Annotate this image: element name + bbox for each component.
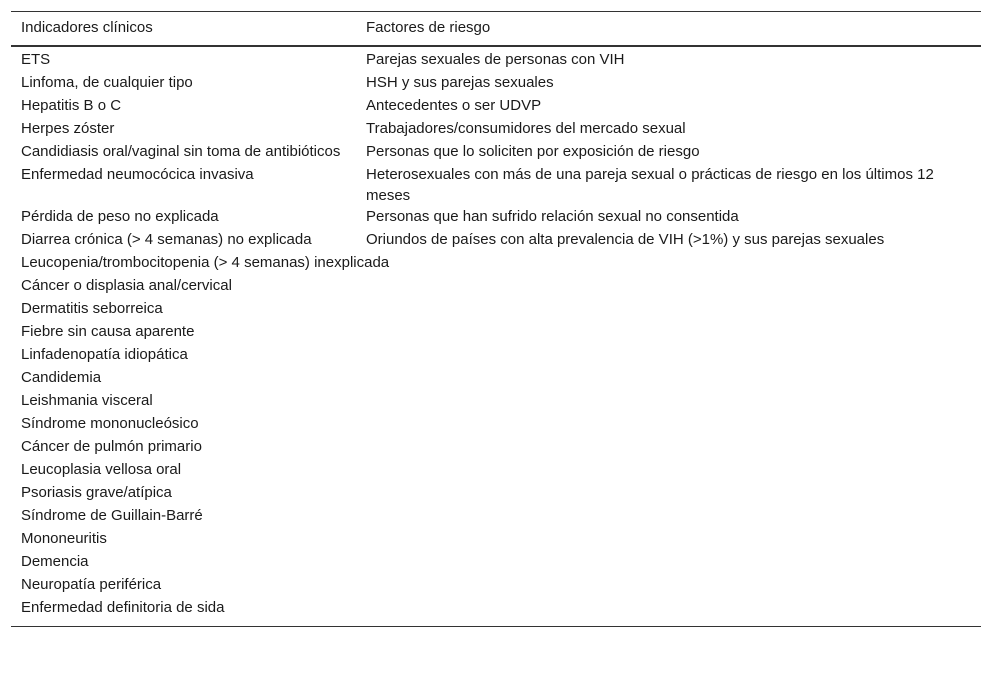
risk-factor-cell bbox=[356, 413, 981, 436]
table-container bbox=[11, 11, 981, 627]
table-row bbox=[11, 252, 981, 275]
clinical-indicator-cell: Leucopenia/trombocitopenia (> 4 semanas) inexplicada bbox=[21, 254, 390, 271]
clinical-indicator-cell: Hepatitis B o C bbox=[21, 97, 122, 114]
risk-factor-cell: Parejas sexuales de personas con VIH bbox=[366, 51, 625, 68]
risk-factor-cell bbox=[356, 436, 981, 459]
table-row bbox=[11, 164, 981, 206]
risk-factor-cell: HSH y sus parejas sexuales bbox=[366, 74, 554, 91]
risk-factor-cell bbox=[356, 298, 981, 321]
header-risk-factors: Factores de riesgo bbox=[356, 12, 981, 47]
clinical-indicator-cell: Enfermedad definitoria de sida bbox=[11, 597, 356, 627]
clinical-indicator-cell: Cáncer de pulmón primario bbox=[21, 438, 202, 455]
table-row bbox=[11, 459, 981, 482]
risk-factor-cell: Oriundos de países con alta prevalencia de VIH (>1%) y sus parejas sexuales bbox=[366, 231, 885, 248]
clinical-indicator-cell: Demencia bbox=[21, 553, 89, 570]
risk-factor-cell bbox=[356, 275, 981, 298]
table-row bbox=[11, 436, 981, 459]
table-row bbox=[11, 141, 981, 164]
clinical-indicator-cell: Linfadenopatía idiopática bbox=[21, 346, 188, 363]
risk-factor-cell bbox=[356, 551, 981, 574]
clinical-indicator-cell: Síndrome mononucleósico bbox=[21, 415, 199, 432]
risk-factor-cell bbox=[356, 252, 981, 275]
header-clinical-indicators: Indicadores clínicos bbox=[11, 12, 356, 47]
clinical-indicator-cell: Psoriasis grave/atípica bbox=[21, 484, 172, 501]
risk-factor-cell bbox=[356, 321, 981, 344]
clinical-indicator-cell: Fiebre sin causa aparente bbox=[21, 323, 195, 340]
risk-factor-cell bbox=[356, 528, 981, 551]
table-row bbox=[11, 344, 981, 367]
clinical-indicator-cell: Linfoma, de cualquier tipo bbox=[21, 74, 193, 91]
table-row bbox=[11, 46, 981, 72]
table-row bbox=[11, 229, 981, 252]
clinical-indicator-cell: Leishmania visceral bbox=[21, 392, 153, 409]
table-row bbox=[11, 367, 981, 390]
clinical-indicator-cell: Herpes zóster bbox=[21, 120, 115, 137]
clinical-indicator-cell: Dermatitis seborreica bbox=[21, 300, 163, 317]
risk-factor-cell bbox=[356, 505, 981, 528]
table-row bbox=[11, 72, 981, 95]
risk-factor-cell bbox=[356, 390, 981, 413]
risk-factor-cell: Personas que han sufrido relación sexual no consentida bbox=[366, 208, 739, 225]
table-row bbox=[11, 413, 981, 436]
clinical-indicators-table bbox=[11, 11, 981, 627]
risk-factor-cell bbox=[356, 344, 981, 367]
clinical-indicator-cell: Neuropatía periférica bbox=[21, 576, 162, 593]
table-row bbox=[11, 597, 981, 627]
table-row bbox=[11, 482, 981, 505]
table-row bbox=[11, 118, 981, 141]
risk-factor-cell: Antecedentes o ser UDVP bbox=[366, 97, 542, 114]
risk-factor-cell bbox=[356, 459, 981, 482]
risk-factor-cell: Personas que lo soliciten por exposición de riesgo bbox=[366, 143, 700, 160]
table-row bbox=[11, 321, 981, 344]
clinical-indicator-cell: Candidemia bbox=[21, 369, 102, 386]
clinical-indicator-cell: Diarrea crónica (> 4 semanas) no explicada bbox=[21, 231, 312, 248]
table-row bbox=[11, 298, 981, 321]
risk-factor-cell: Trabajadores/consumidores del mercado sexual bbox=[366, 120, 686, 137]
clinical-indicator-cell: Enfermedad neumocócica invasiva bbox=[21, 166, 254, 183]
risk-factor-cell bbox=[356, 597, 981, 627]
header-row bbox=[11, 12, 981, 47]
table-body bbox=[11, 46, 981, 627]
clinical-indicator-cell: Pérdida de peso no explicada bbox=[21, 208, 219, 225]
table-row bbox=[11, 206, 981, 229]
clinical-indicator-cell: ETS bbox=[21, 51, 51, 68]
table-row bbox=[11, 275, 981, 298]
table-row bbox=[11, 551, 981, 574]
table-row bbox=[11, 390, 981, 413]
table-row bbox=[11, 528, 981, 551]
clinical-indicator-cell: Leucoplasia vellosa oral bbox=[21, 461, 182, 478]
risk-factor-cell bbox=[356, 482, 981, 505]
clinical-indicator-cell: Mononeuritis bbox=[21, 530, 107, 547]
clinical-indicator-cell: Síndrome de Guillain-Barré bbox=[21, 507, 203, 524]
risk-factor-cell: Heterosexuales con más de una pareja sexual o prácticas de riesgo en los últimos 12 meses bbox=[366, 166, 934, 204]
table-row bbox=[11, 574, 981, 597]
clinical-indicator-cell: Cáncer o displasia anal/cervical bbox=[21, 277, 232, 294]
table-row bbox=[11, 95, 981, 118]
table-header bbox=[11, 12, 981, 47]
risk-factor-cell bbox=[356, 574, 981, 597]
clinical-indicator-cell: Candidiasis oral/vaginal sin toma de antibióticos bbox=[21, 143, 341, 160]
risk-factor-cell bbox=[356, 367, 981, 390]
table-row bbox=[11, 505, 981, 528]
